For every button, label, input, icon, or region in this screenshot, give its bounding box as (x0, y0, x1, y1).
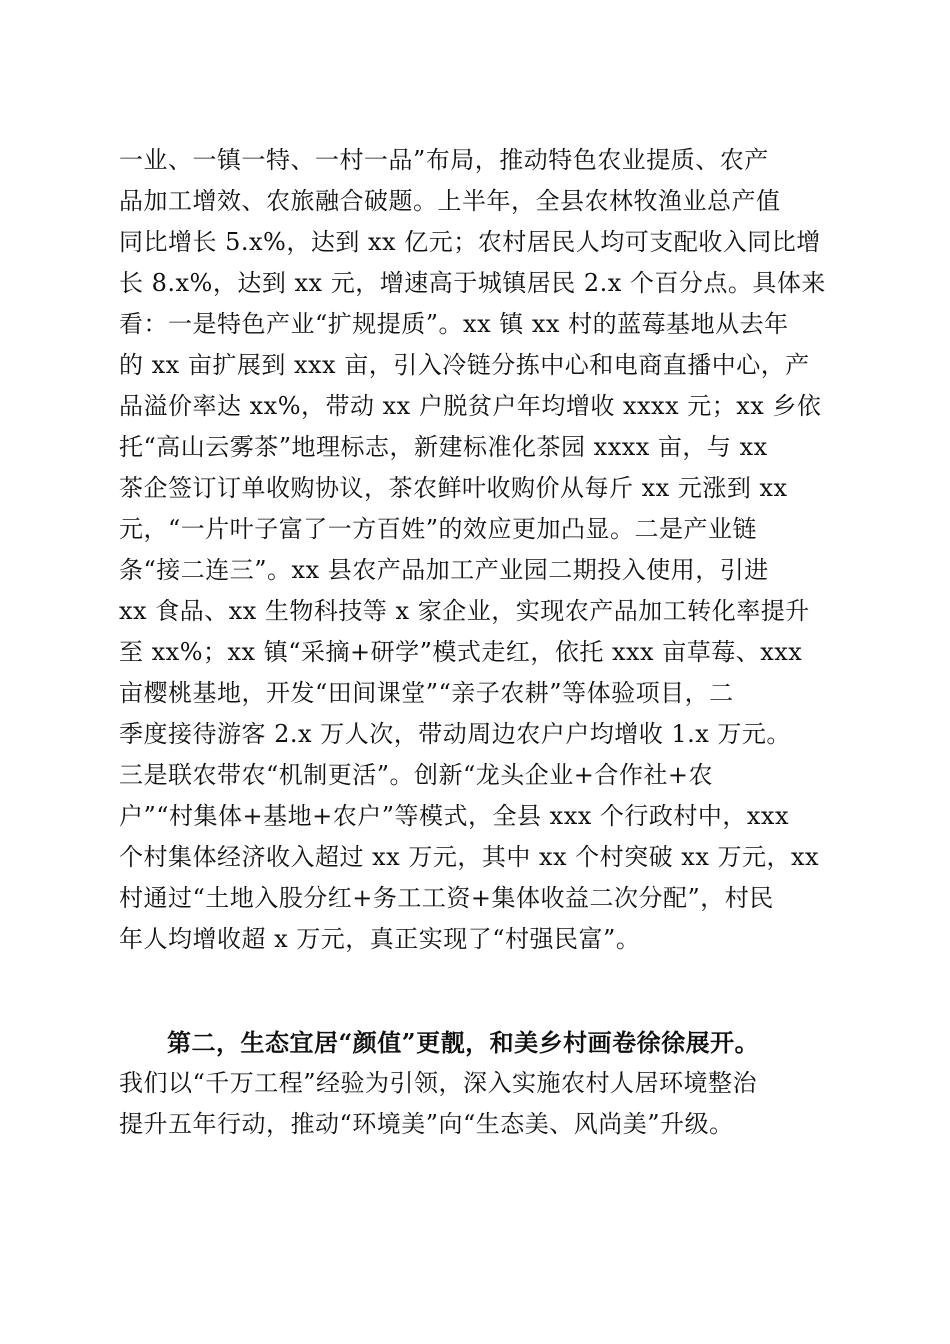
text-line: 看：一是特色产业“扩规提质”。xx 镇 xx 村的蓝莓基地从去年 (119, 310, 789, 338)
text-line: 同比增长 5.x%，达到 xx 亿元；农村居民人均可支配收入同比增 (119, 228, 821, 256)
text-line: 的 xx 亩扩展到 xxx 亩，引入冷链分拣中心和电商直播中心，产 (119, 351, 810, 379)
text-line: 提升五年行动，推动“环境美”向“生态美、风尚美”升级。 (119, 1110, 734, 1138)
paragraph-rural-industry (119, 140, 831, 960)
text-line: xx 食品、xx 生物科技等 x 家企业，实现农产品加工转化率提升 (119, 597, 810, 625)
text-line: 至 xx%；xx 镇“采摘+研学”模式走红，依托 xxx 亩草莓、xxx (119, 638, 803, 666)
text-line: 村通过“土地入股分红+务工工资+集体收益二次分配”，村民 (119, 884, 774, 912)
text-line: 年人均增收超 x 万元，真正实现了“村强民富”。 (119, 925, 641, 953)
text-line: 茶企签订订单收购协议，茶农鲜叶收购价从每斤 xx 元涨到 xx (119, 474, 788, 502)
text-line: 托“高山云雾茶”地理标志，新建标准化茶园 xxxx 亩，与 xx (119, 433, 768, 461)
text-line: 条“接二连三”。xx 县农产品加工产业园二期投入使用，引进 (119, 556, 769, 584)
text-line: 我们以“千万工程”经验为引领，深入实施农村人居环境整治 (119, 1069, 758, 1097)
text-line: 季度接待游客 2.x 万人次，带动周边农户户均增收 1.x 万元。 (119, 720, 791, 748)
text-line: 亩樱桃基地，开发“田间课堂”“亲子农耕”等体验项目，二 (119, 679, 734, 707)
text-line: 三是联农带农“机制更活”。创新“龙头企业+合作社+农 (119, 761, 714, 789)
text-line: 户”“村集体+基地+农户”等模式，全县 xxx 个行政村中，xxx (119, 802, 789, 830)
section-heading: 第二，生态宜居“颜值”更靓，和美乡村画卷徐徐展开。 (167, 1028, 760, 1057)
text-line: 品溢价率达 xx%，带动 xx 户脱贫户年均增收 xxxx 元；xx 乡依 (119, 392, 822, 420)
text-line: 个村集体经济收入超过 xx 万元，其中 xx 个村突破 xx 万元，xx (119, 843, 820, 871)
text-line: 品加工增效、农旅融合破题。上半年，全县农林牧渔业总产值 (119, 187, 781, 215)
text-line: 一业、一镇一特、一村一品”布局，推动特色农业提质、农产 (119, 146, 769, 174)
text-line: 长 8.x%，达到 xx 元，增速高于城镇居民 2.x 个百分点。具体来 (119, 269, 826, 297)
text-line: 元，“一片叶子富了一方百姓”的效应更加凸显。二是产业链 (119, 515, 758, 543)
paragraph-ecological-livability (119, 1022, 831, 1145)
